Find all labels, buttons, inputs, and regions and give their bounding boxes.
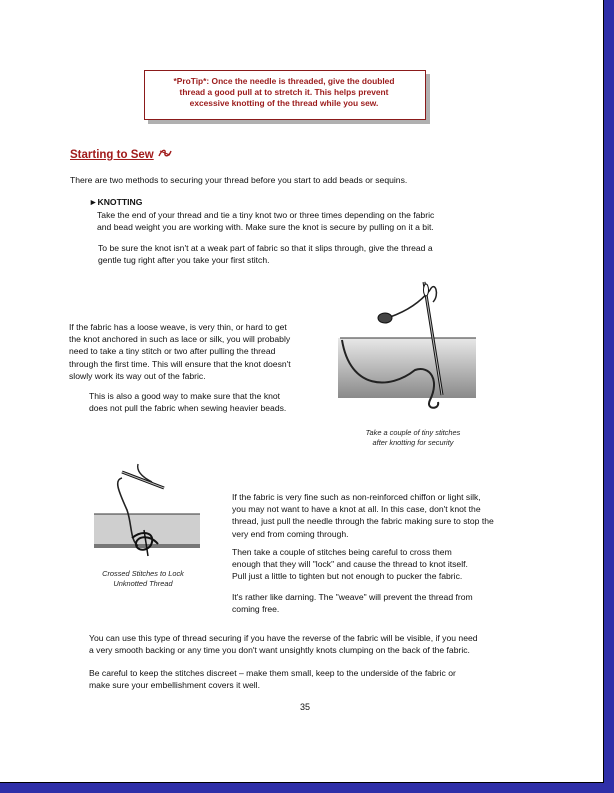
page-shadow-bottom (6, 783, 614, 793)
loose-weave-paragraph-1: If the fabric has a loose weave, is very thin, or hard to get the knot anchored in such as lace or silk, you will probably need to take a tiny stitch or two after pulling the thread through the first time. This will ensure that the knot doesn't slowly work its way out of the fabric. (69, 322, 291, 381)
knotting-paragraph-1: Take the end of your thread and tie a tiny knot two or three times depending on the fabric and bead weight you are working with. Make sure the knot is secure by pulling on it a bit. (97, 210, 435, 233)
fine-fabric-paragraph-2: Then take a couple of stitches being careful to cross them enough that they will "lock" and cause the thread to knot itself. Pull just a little to tighten but not enough to pucker the fabric. (232, 547, 468, 582)
closing-paragraph-2: Be careful to keep the stitches discreet – make them small, keep to the underside of the fabric or make sure your embellishment covers it well. (89, 668, 456, 691)
intro-text: There are two methods to securing your thread before you start to add beads or sequins. (70, 175, 408, 185)
fine-fabric-paragraph-1: If the fabric is very fine such as non-reinforced chiffon or light silk, you may not want to have a knot at all. In this case, don't knot the thread, just pull the needle through the fabric making sure to stop the very end from coming through. (232, 492, 494, 539)
needle-thread-icon (158, 148, 172, 161)
section-heading: Starting to Sew (70, 149, 154, 161)
loose-weave-paragraph-2: This is also a good way to make sure that the knot does not pull the fabric when sewing heavier beads. (89, 391, 287, 414)
illustration-caption-1: Take a couple of tiny stitches after knotting for security (365, 428, 461, 447)
protip-text: *ProTip*: Once the needle is threaded, give the doubled thread a good pull at to stretch it. This helps prevent excessive knotting of the thread while you sew. (173, 76, 395, 108)
fine-fabric-paragraph-3: It's rather like darning. The "weave" will prevent the thread from coming free. (232, 592, 473, 615)
page-number: 35 (300, 702, 311, 712)
page-shadow-right (604, 6, 614, 793)
knotting-label: ►KNOTTING (89, 197, 143, 207)
illustration-caption-2: Crossed Stitches to Lock Unknotted Thread (102, 569, 184, 588)
knotting-paragraph-2: To be sure the knot isn't at a weak part of fabric so that it slips through, give the thread a gentle tug right after you take your first stitch. (98, 243, 433, 266)
crossed-stitches-illustration (92, 460, 202, 570)
needle-stitch-illustration (330, 270, 480, 415)
closing-paragraph-1: You can use this type of thread securing if you have the reverse of the fabric will be visible, if you need a very smooth backing or any time you don't want unsightly knots clumping on the back of the fabric. (89, 633, 478, 656)
